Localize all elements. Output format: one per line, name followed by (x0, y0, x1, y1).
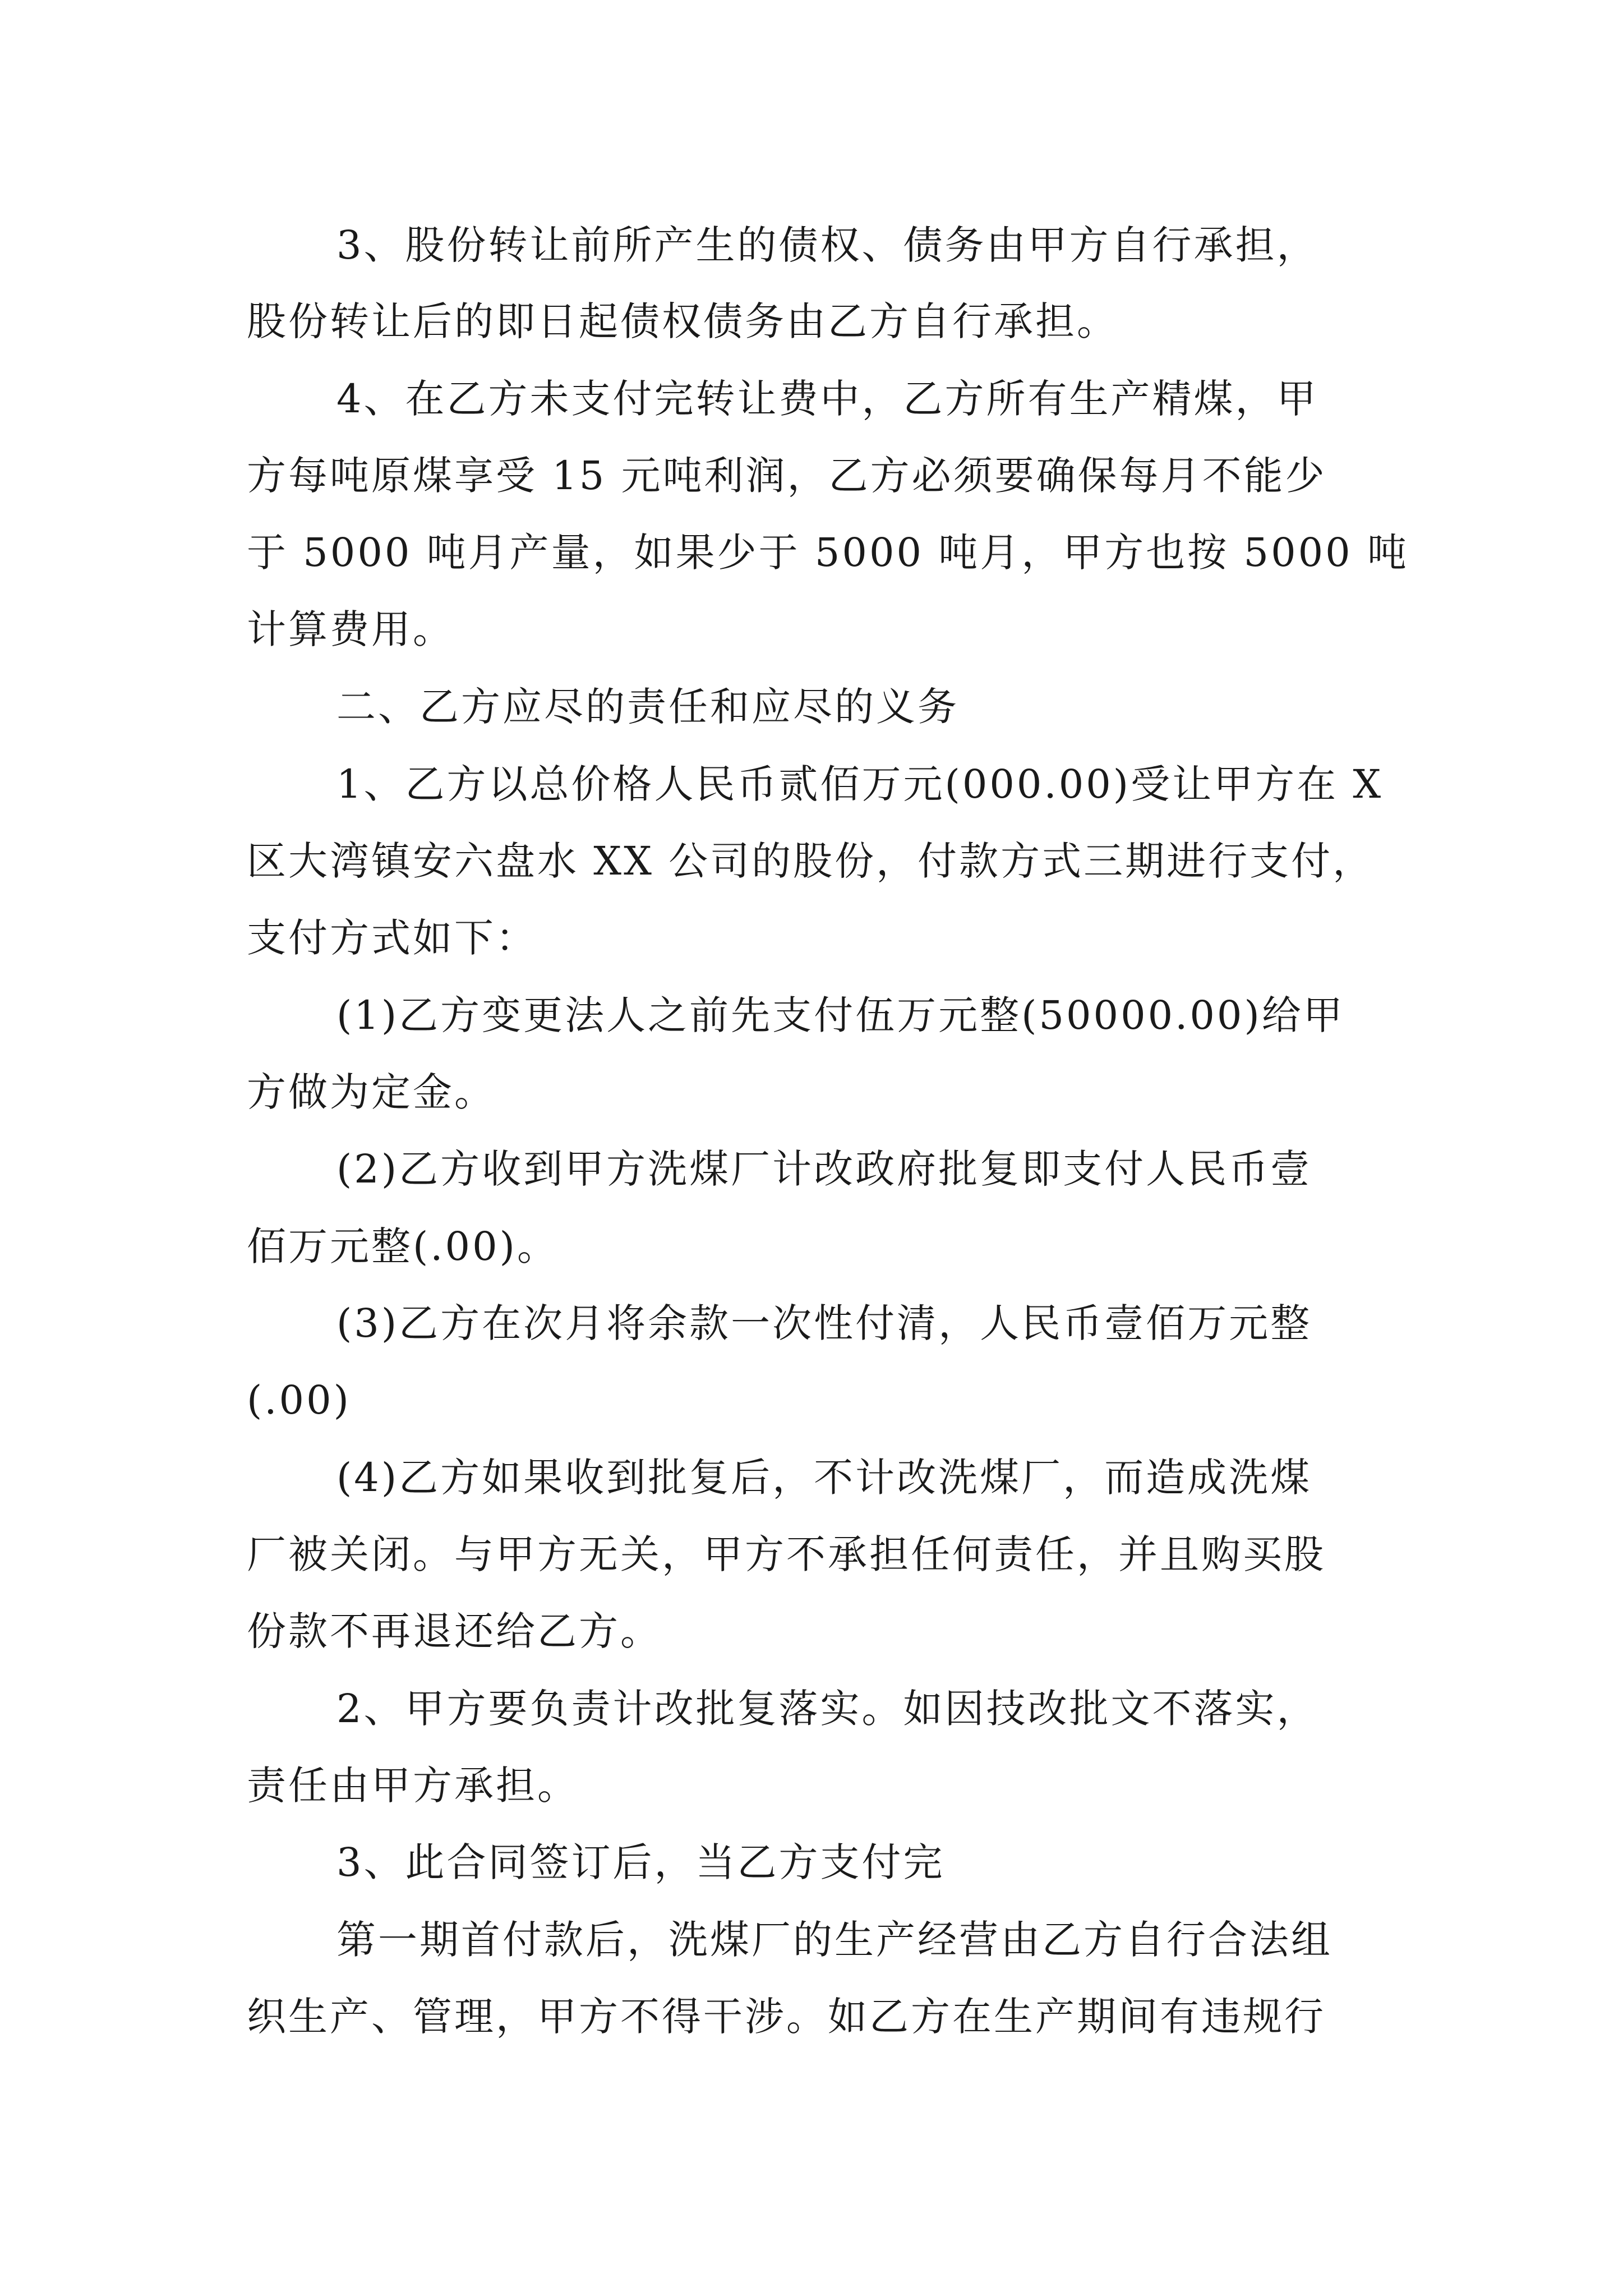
paragraph-line: (1)乙方变更法人之前先支付伍万元整(50000.00)给甲 (336, 992, 1345, 1038)
paragraph-line: 第一期首付款后，洗煤厂的生产经营由乙方自行合法组 (336, 1917, 1332, 1963)
paragraph-line: (2)乙方收到甲方洗煤厂计改政府批复即支付人民币壹 (336, 1146, 1312, 1192)
paragraph-line: (4)乙方如果收到批复后，不计改洗煤厂，而造成洗煤 (336, 1455, 1312, 1501)
paragraph-line: 佰万元整(.00)。 (247, 1223, 559, 1269)
paragraph-line: 3、股份转让前所产生的债权、债务由甲方自行承担， (336, 222, 1318, 268)
paragraph-line: 织生产、管理，甲方不得干涉。如乙方在生产期间有违规行 (247, 1994, 1326, 2040)
paragraph-line: 计算费用。 (247, 606, 454, 652)
paragraph-line: 于 5000 吨月产量，如果少于 5000 吨月，甲方也按 5000 吨 (247, 530, 1409, 576)
paragraph-line: 份款不再退还给乙方。 (247, 1608, 662, 1654)
paragraph-line: 方做为定金。 (247, 1069, 496, 1115)
paragraph-line: 1、乙方以总价格人民币贰佰万元(000.00)受让甲方在 X (336, 761, 1384, 807)
paragraph-line: 区大湾镇安六盘水 XX 公司的股份，付款方式三期进行支付， (247, 838, 1375, 884)
paragraph-line: 股份转让后的即日起债权债务由乙方自行承担。 (247, 298, 1118, 344)
paragraph-line: 支付方式如下： (247, 915, 537, 961)
paragraph-line: 4、在乙方未支付完转让费中，乙方所有生产精煤，甲 (336, 376, 1318, 422)
paragraph-line: 3、此合同签订后，当乙方支付完 (336, 1839, 945, 1885)
section-heading: 二、乙方应尽的责任和应尽的义务 (336, 684, 959, 730)
paragraph-line: 方每吨原煤享受 15 元吨利润，乙方必须要确保每月不能少 (247, 453, 1327, 499)
paragraph-line: (.00) (247, 1377, 351, 1423)
paragraph-line: 厂被关闭。与甲方无关，甲方不承担任何责任，并且购买股 (247, 1531, 1326, 1577)
paragraph-line: (3)乙方在次月将余款一次性付清，人民币壹佰万元整 (336, 1300, 1312, 1346)
paragraph-line: 责任由甲方承担。 (247, 1763, 579, 1809)
paragraph-line: 2、甲方要负责计改批复落实。如因技改批文不落实， (336, 1686, 1318, 1732)
